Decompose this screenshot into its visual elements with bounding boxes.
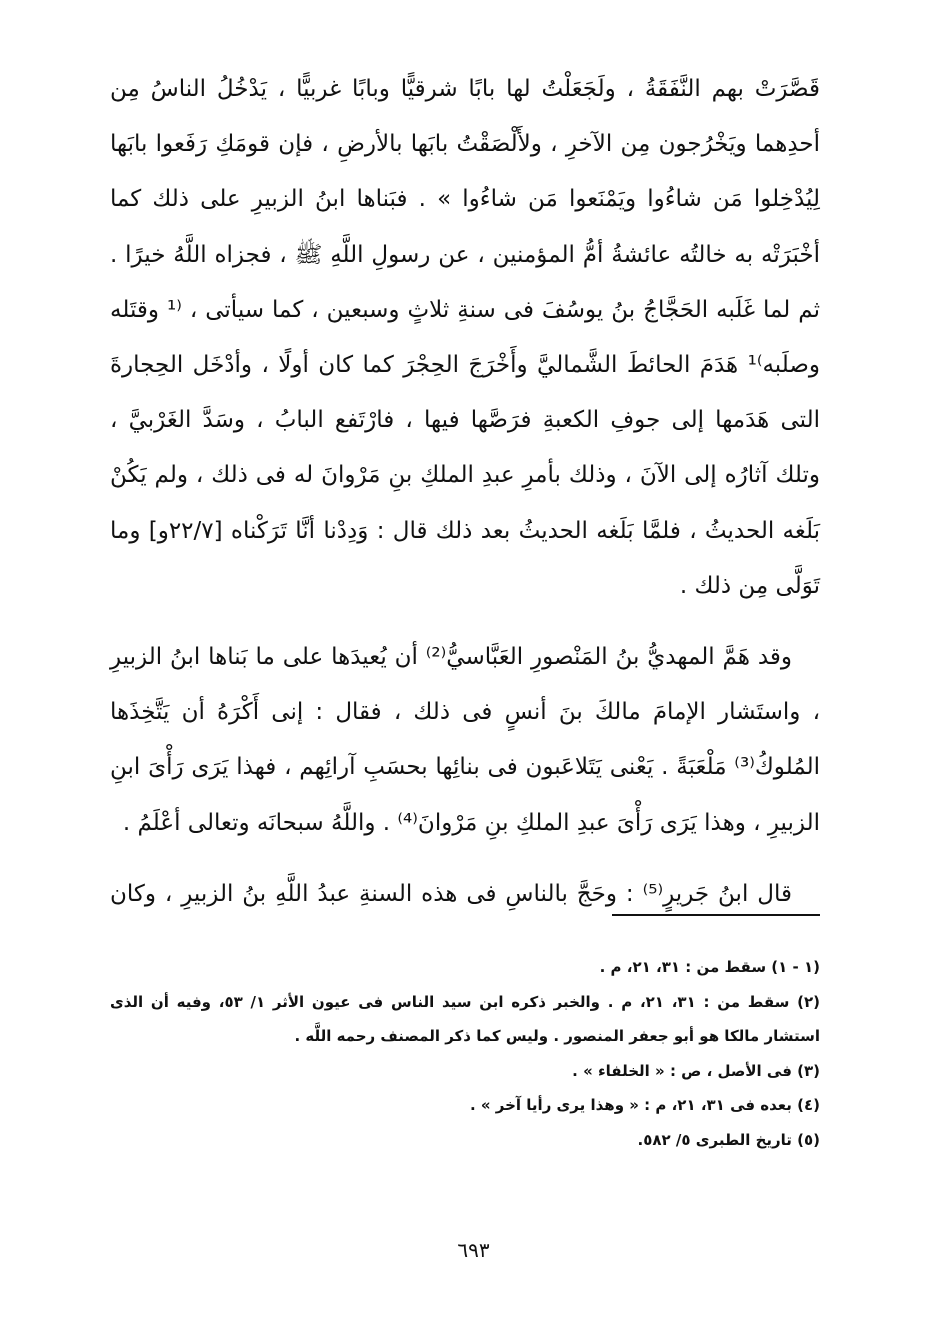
- footnote-3: (٣) فى الأصل ، ص : « الخلفاء » .: [572, 1061, 820, 1080]
- paragraph-1: قَصَّرَتْ بهم النَّفَقَةُ ، ولَجَعَلْتُ لها بابًا شرقيًّا وبابًا غربيًّا ، يَدْخُلُ الناسُ مِن أحدِهما ويَخْرُجون مِن الآخرِ ، ولأَلْصَقْتُ بابَها بالأرضِ ، فإن قومَكِ رَفَعوا بابَها لِيُدْخِلوا مَن شاءُوا ويَمْنَعوا مَن شاءُوا » . فبَناها ابنُ الزبيرِ على ذلك كما أخْبَرَتْه به خالتُه عائشةُ أمُّ المؤمنين ، عن رسولِ اللَّهِ ﷺ ، فجزاه اللَّهُ خيرًا . ثم لما غَلَبه الحَجَّاجُ بنُ يوسُفَ فى سنةِ ثلاثٍ وسبعين ، كما سيأتى ، ⁽¹ وقتَله وصلَبه⁾¹ هَدَمَ الحائطَ الشَّماليَّ وأَخْرَجَ الحِجْرَ كما كان أولًا ، وأدْخَل الحِجارةَ التى هَدَمها إلى جوفِ الكعبةِ فرَصَّها فيها ، فارْتَفع البابُ ، وسَدَّ الغَرْبيَّ ، وتلك آثارُه إلى الآنَ ، وذلك بأمرِ عبدِ الملكِ بنِ مَرْوانَ له فى ذلك ، ولم يَكُنْ بَلَغه الحديثُ ، فلمَّا بَلَغه الحديثُ بعد ذلك قال : وَدِدْنا أنَّا تَرَكْناه [٢٢/٧و] وما تَوَلَّى مِن ذلك .: [110, 76, 820, 599]
- footnote-2: (٢) سقط من : ٣١، ٢١، م . والخبر ذكره ابن سيد الناس فى عيون الأثر ١/ ٥٣، وفيه أن الذى استشار مالكا هو أبو جعفر المنصور . وليس كما ذكر المصنف رحمه اللَّه .: [110, 992, 820, 1045]
- footnotes: [110, 950, 820, 1157]
- footnote-4: (٤) بعده فى ٣١، ٢١، م : « وهذا يرى رأيا آخر » .: [469, 1096, 820, 1114]
- page-number: ٦٩٣: [457, 1238, 490, 1262]
- footnote-1: (١ - ١) سقط من : ٣١، ٢١، م .: [599, 958, 820, 976]
- paragraph-3: قال ابنُ جَريرٍ⁽⁵⁾ : وحَجَّ بالناسِ فى هذه السنةِ عبدُ اللَّهِ بنُ الزبيرِ ، وكان: [110, 880, 792, 907]
- footnote-5: (٥) تاريخ الطبرى ٥/ ٥٨٢.: [637, 1130, 820, 1149]
- footnote-separator: [612, 914, 820, 916]
- main-text: [110, 62, 820, 922]
- paragraph-2: وقد هَمَّ المهديُّ بنُ المَنْصورِ العَبَّاسيُّ⁽²⁾ أن يُعيدَها على ما بَناها ابنُ الزبيرِ ، واستَشار الإمامَ مالكَ بنَ أنسٍ فى ذلك ، فقال : إنى أَكْرَهُ أن يَتَّخِذَها المُلوكُ⁽³⁾ مَلْعَبَةً . يَعْنى يَتَلاعَبون فى بنائِها بحسَبِ آرائِهم ، فهذا يَرَى رَأْىَ ابنِ الزبيرِ ، وهذا يَرَى رَأْىَ عبدِ الملكِ بنِ مَرْوانَ⁽⁴⁾ . واللَّهُ سبحانَه وتعالى أعْلَمُ .: [110, 644, 820, 836]
